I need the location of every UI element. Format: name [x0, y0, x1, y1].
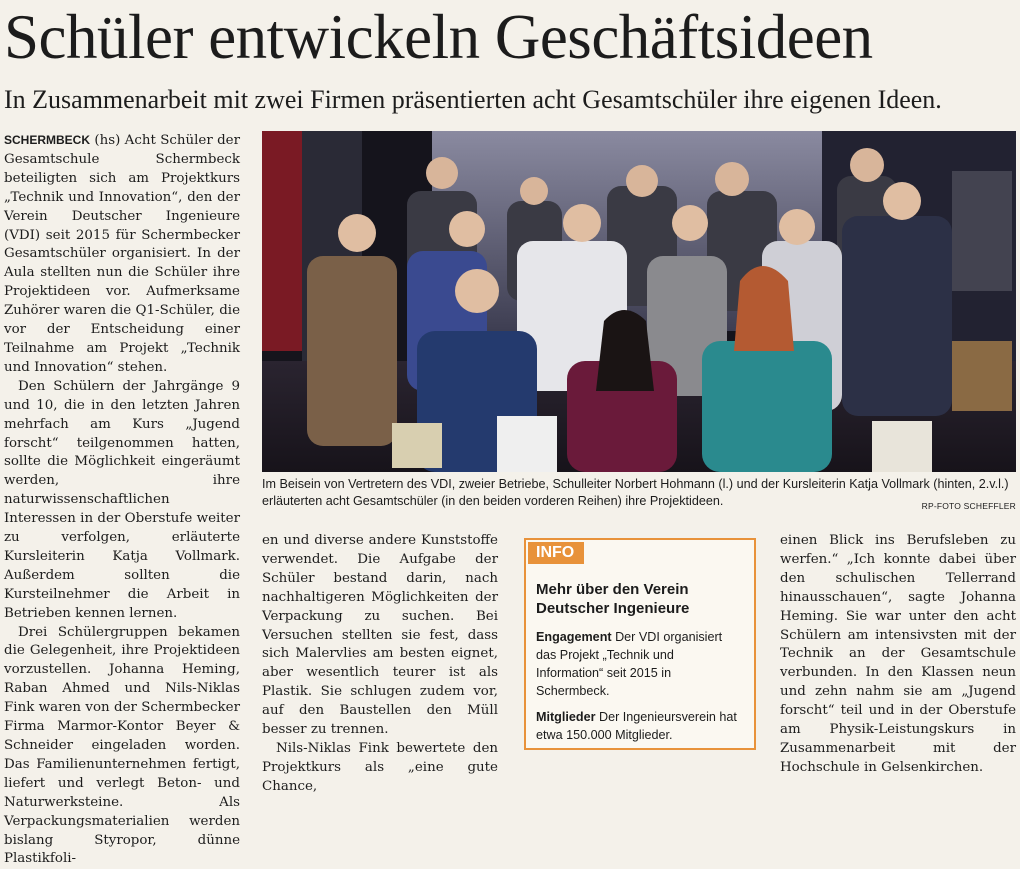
article-paragraph: Nils-Niklas Fink bewertete den Projektkurs als „eine gute Chance,	[262, 740, 498, 794]
info-item-text: Der VDI organisiert das Projekt „Technik und Information“ seit 2015 in Schermbeck.	[536, 630, 723, 698]
info-item-term: Mitglieder	[536, 710, 596, 724]
info-item-text: Der Ingenieursverein hat etwa 150.000 Mitglieder.	[536, 710, 737, 742]
dateline: SCHERMBECK	[4, 133, 91, 147]
info-box	[524, 538, 756, 750]
info-item	[536, 708, 744, 744]
group-photo-illustration	[262, 131, 1016, 472]
article-paragraph	[4, 131, 240, 378]
photo-caption: Im Beisein von Vertretern des VDI, zweier Betriebe, Schulleiter Norbert Hohmann (l.) und der Kursleiterin Katja Vollmark (hinten, 2.v.l.) erläuterten acht Gesamtschüler (in den beiden vorderen Reihen) ihre Projektideen.	[262, 477, 1009, 508]
info-item-term: Engagement	[536, 630, 612, 644]
article-paragraph: einen Blick ins Berufsleben zu werfen.“ „Ich konnte dabei über den schulischen Tellerrand hinausschauen“, sagte Johanna Heming. Sie war unter den acht Schülern am intensivsten mit der Technik an der Gesamtschule verbunden. In den Klassen neun und zehn nahm sie am „Jugend forscht“ teil und in der Oberstufe am Physik-Leistungskurs in Zusammenarbeit mit der Hochschule in Gelsenkirchen.	[780, 533, 1016, 775]
article-column-2	[262, 532, 498, 797]
info-title: Mehr über den Verein Deutscher Ingenieure	[536, 581, 690, 617]
article-paragraph: en und diverse andere Kunststoffe verwendet. Die Aufgabe der Schüler bestand darin, nach nachhaltigeren Möglichkeiten der Verpackung zu suchen. Bei Versuchen stellten sie fest, dass sich Malervlies am besten eignet, aber wesentlich teurer ist als Plastik. Sie schlugen zudem vor, auf den Baustellen den Müll besser zu trennen.	[262, 533, 498, 738]
info-item	[536, 628, 744, 700]
article-paragraph: Drei Schülergruppen bekamen die Gelegenheit, ihre Projektideen vorzustellen. Johanna Heming, Raban Ahmed und Nils-Niklas Fink waren von der Schermbecker Firma Marmor-Kontor Beyer & Schneider eingeladen worden. Das Familienunternehmen fertigt, liefert und verlegt Beton- und Naturwerksteine. Als Verpackungsmaterialien werden bislang Styropor, dünne Plastikfoli-	[4, 624, 240, 867]
article-paragraph: Den Schülern der Jahrgänge 9 und 10, die in den letzten Jahren mehrfach am Kurs „Jugend forscht“ teilgenommen hatten, sollte die Möglichkeit eingeräumt werden, ihre naturwissenschaftlichen Interessen in der Oberstufe weiter zu verfolgen, erläuterte Kursleiterin Katja Vollmark. Außerdem sollten die Kursteilnehmer die Arbeit in Betrieben kennen lernen.	[4, 378, 240, 621]
article-column-3	[780, 532, 1016, 778]
headline: Schüler entwickeln Geschäftsideen	[4, 2, 873, 72]
subheadline: In Zusammenarbeit mit zwei Firmen präsentierten acht Gesamtschüler ihre eigenen Ideen.	[4, 85, 942, 114]
article-column-1	[4, 131, 240, 869]
group-photo	[262, 131, 1016, 472]
info-label: INFO	[528, 542, 584, 564]
paragraph-text: (hs) Acht Schüler der Gesamtschule Schermbeck beteiligten sich am Projektkurs „Technik und Innovation“, den der Verein Deutscher Ingenieure (VDI) seit 2015 für Schermbecker Gesamtschüler organisiert. In der Aula stellten nun die Schüler ihre Projektideen vor. Aufmerksame Zuhörer waren die Q1-Schüler, die vor der Entscheidung einer Teilnahme am Projekt „Technik und Innovation“ stehen.	[4, 133, 240, 375]
photo-credit: RP-FOTO SCHEFFLER	[921, 501, 1016, 511]
